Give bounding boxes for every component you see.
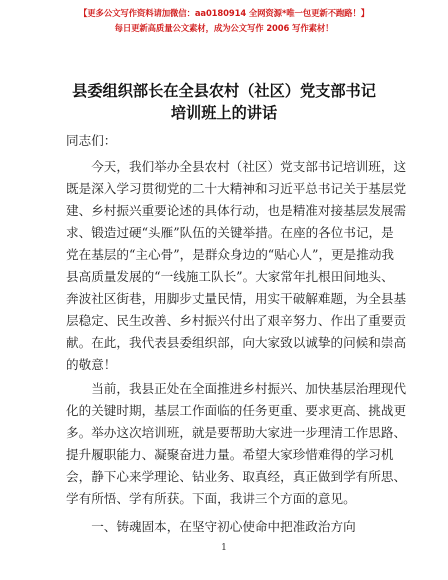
section-heading-1: 一、铸魂固本，在坚守初心使命中把准政治方向 [91,519,356,534]
paragraph-line: 党在基层的“主心骨”，是群众身边的“贴心人”，更是推动我 [66,247,395,262]
document-title-line-1: 县委组织部长在全县农村（社区）党支部书记 [72,82,376,100]
document-body [66,130,407,538]
document-title [30,80,418,124]
paragraph-line: 奔波社区街巷，用脚步丈量民情，用实干破解难题，为全县基 [66,291,407,306]
paragraph-1 [66,156,407,376]
paragraph-line: 的敬意！ [66,357,117,372]
paragraph-line: 学有所悟、学有所获。下面，我讲三个方面的意见。 [66,491,356,506]
paragraph-line: 既是深入学习贯彻党的二十大精神和习近平总书记关于基层党 [66,181,407,196]
promo-banner-line-2: 每日更新高质量公文素材，成为公文写作 2006 写作素材！ [114,23,334,33]
salutation: 同志们： [66,133,117,148]
paragraph-line: 求、锻造过硬“头雁”队伍的关键举措。在座的各位书记，是 [66,225,394,240]
paragraph-line: 层稳定、民生改善、乡村振兴付出了艰辛努力、作出了重要贡 [66,313,407,328]
page-number: 1 [221,543,227,553]
promo-banner [0,6,448,36]
paragraph-line: 今天，我们举办全县农村（社区）党支部书记培训班，这 [91,159,407,174]
paragraph-2 [66,378,407,510]
paragraph-line: 多。举办这次培训班，就是要帮助大家进一步理清工作思路、 [66,425,407,440]
promo-banner-line-1: 【更多公文写作资料请加微信：aa0180914 全网资源*唯一包更新不跑路！】 [79,8,369,18]
paragraph-line: 提升履职能力、凝聚奋进力量。希望大家珍惜难得的学习机 [66,447,394,462]
paragraph-line: 化的关键时期，基层工作面临的任务更重、要求更高、挑战更 [66,403,407,418]
paragraph-line: 献。在此，我代表县委组织部，向大家致以诚挚的问候和崇高 [66,335,407,350]
paragraph-line: 建、乡村振兴重要论述的具体行动，也是精准对接基层发展需 [66,203,407,218]
document-title-line-2: 培训班上的讲话 [170,104,278,122]
paragraph-line: 当前，我县正处在全面推进乡村振兴、加快基层治理现代 [91,381,407,396]
paragraph-line: 县高质量发展的“一线施工队长”。大家常年扎根田间地头、 [66,269,394,284]
paragraph-line: 会，静下心来学理论、钻业务、取真经，真正做到学有所思、 [66,469,407,484]
